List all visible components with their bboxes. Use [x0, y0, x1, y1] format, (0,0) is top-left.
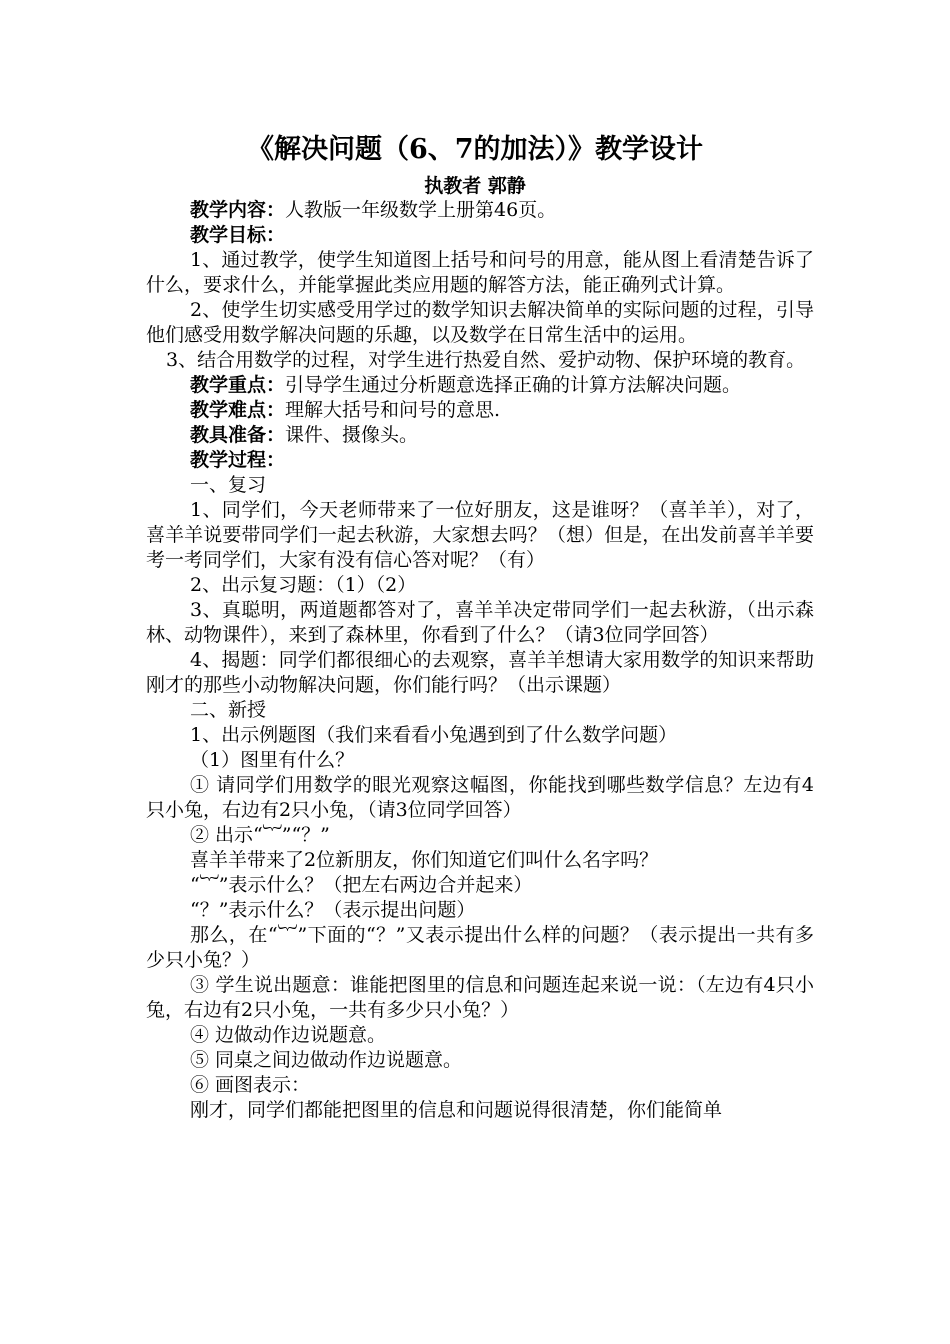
new-item: “？”表示什么？（表示提出问题）	[190, 899, 476, 921]
section-heading-review: 一、复习	[190, 474, 267, 496]
new-item: 刚才，同学们都能把图里的信息和问题说得很清楚，你们能简单	[190, 1099, 723, 1121]
difficulty-text: 理解大括号和问号的意思.	[285, 399, 501, 421]
materials-label: 教具准备：	[190, 424, 286, 446]
author-line: 执教者 郭静	[424, 175, 526, 197]
teaching-content	[146, 198, 814, 223]
new-item: ② 出示“︸”“？”	[190, 824, 330, 846]
new-item: “︸”表示什么？（把左右两边合并起来）	[190, 874, 533, 896]
new-item: ④ 边做动作边说题意。	[190, 1024, 387, 1046]
review-item: 2、出示复习题：（1）（2）	[190, 574, 417, 596]
review-item: 4、揭题：同学们都很细心的去观察，喜羊羊想请大家用数学的知识来帮助刚才的那些小动物解决问题，你们能行吗？（出示课题）	[146, 649, 814, 696]
new-item: （1）图里有什么？	[190, 749, 355, 771]
new-item: 那么，在“︸”下面的“？”又表示提出什么样的问题？（表示提出一共有多少只小兔？）	[146, 924, 814, 971]
goal-item: 1、通过教学，使学生知道图上括号和问号的用意，能从图上看清楚告诉了什么，要求什么，并能掌握此类应用题的解答方法，能正确列式计算。	[146, 249, 814, 296]
key-point-label: 教学重点：	[190, 374, 286, 396]
teaching-key-point	[146, 373, 814, 398]
new-item: ⑥ 画图表示：	[190, 1074, 311, 1096]
key-point-text: 引导学生通过分析题意选择正确的计算方法解决问题。	[285, 374, 742, 396]
new-item: ① 请同学们用数学的眼光观察这幅图，你能找到哪些数学信息？左边有4只小兔，右边有2只小兔，（请3位同学回答）	[146, 774, 814, 821]
teaching-content-label: 教学内容：	[190, 199, 286, 221]
teaching-goals-label: 教学目标：	[190, 224, 286, 246]
goal-item: 2、使学生切实感受用学过的数学知识去解决简单的实际问题的过程，引导他们感受用数学解决问题的乐趣，以及数学在日常生活中的运用。	[146, 299, 814, 346]
teaching-content-text: 人教版一年级数学上册第46页。	[285, 199, 557, 221]
document-title: 《解决问题（6、7的加法）》教学设计	[246, 134, 704, 165]
teaching-goals-heading	[146, 223, 814, 248]
review-item: 1、同学们，今天老师带来了一位好朋友，这是谁呀？（喜羊羊），对了，喜羊羊说要带同学们一起去秋游，大家想去吗？（想）但是，在出发前喜羊羊要考一考同学们，大家有没有信心答对呢？（有）	[146, 499, 814, 571]
materials-text: 课件、摄像头。	[285, 424, 419, 446]
teaching-process-heading	[146, 448, 814, 473]
section-heading-new: 二、新授	[190, 699, 267, 721]
new-item: ⑤ 同桌之间边做动作边说题意。	[190, 1049, 463, 1071]
process-label: 教学过程：	[190, 449, 286, 471]
new-item: 喜羊羊带来了2位新朋友，你们知道它们叫什么名字吗？	[190, 849, 659, 871]
teaching-difficulty	[146, 398, 814, 423]
new-item: 1、出示例题图（我们来看看小兔遇到到了什么数学问题）	[190, 724, 678, 746]
goal-item: 3、结合用数学的过程，对学生进行热爱自然、爱护动物、保护环境的教育。	[166, 349, 806, 371]
document-body	[146, 198, 814, 1123]
review-item: 3、真聪明，两道题都答对了，喜羊羊决定带同学们一起去秋游，（出示森林、动物课件），来到了森林里，你看到了什么？（请3位同学回答）	[146, 599, 814, 646]
difficulty-label: 教学难点：	[190, 399, 286, 421]
teaching-materials	[146, 423, 814, 448]
new-item: ③ 学生说出题意：谁能把图里的信息和问题连起来说一说：（左边有4只小兔，右边有2只小兔，一共有多少只小兔？）	[146, 974, 814, 1021]
